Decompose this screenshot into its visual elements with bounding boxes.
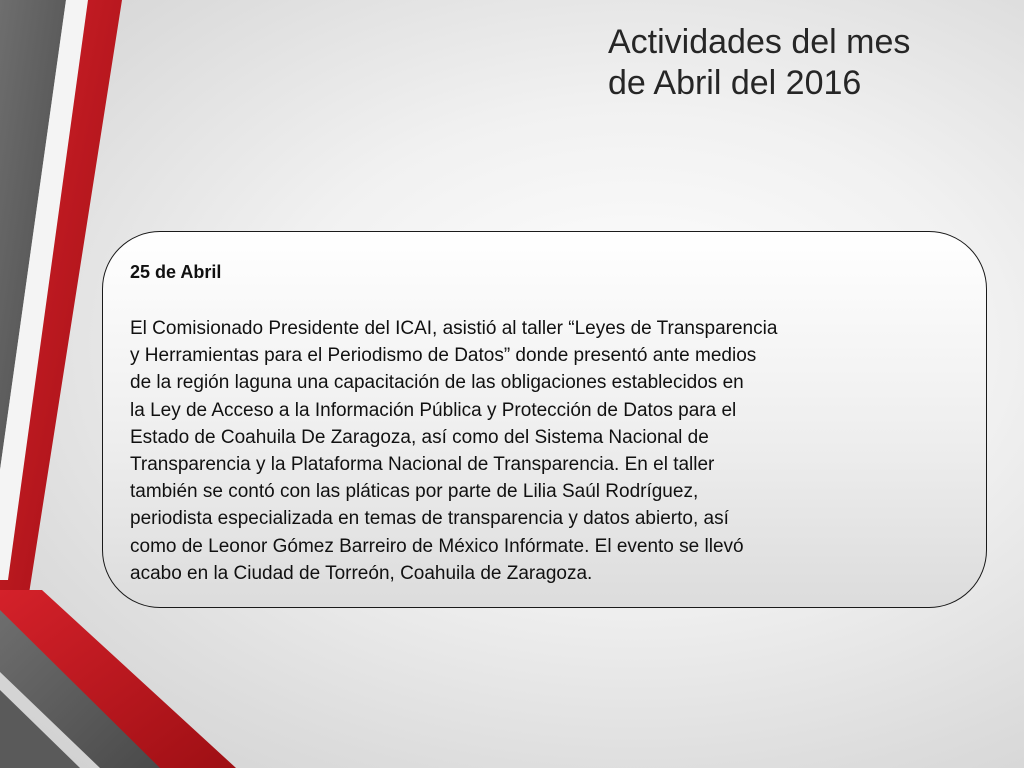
description-line: también se contó con las pláticas por parte de Lilia Saúl Rodríguez,	[130, 481, 699, 503]
title-line-2: de Abril del 2016	[608, 64, 862, 102]
description-line: la Ley de Acceso a la Información Pública y Protección de Datos para el	[130, 399, 737, 421]
page-title	[608, 22, 1008, 104]
description-line: periodista especializada en temas de transparencia y datos abierto, así	[130, 508, 729, 530]
description-line: El Comisionado Presidente del ICAI, asistió al taller “Leyes de Transparencia	[130, 318, 778, 339]
description-line: como de Leonor Gómez Barreiro de México Infórmate. El evento se llevó	[130, 535, 744, 557]
description-line: Transparencia y la Plataforma Nacional de Transparencia. En el taller	[130, 454, 715, 476]
description-line: acabo en la Ciudad de Torreón, Coahuila de Zaragoza.	[130, 562, 593, 584]
activity-description	[130, 315, 970, 587]
activity-date: 25 de Abril	[130, 262, 222, 282]
description-line: Estado de Coahuila De Zaragoza, así como del Sistema Nacional de	[130, 426, 709, 448]
title-line-1: Actividades del mes	[608, 23, 911, 61]
description-line: de la región laguna una capacitación de las obligaciones establecidos en	[130, 372, 744, 394]
description-line: y Herramientas para el Periodismo de Datos” donde presentó ante medios	[130, 345, 757, 367]
